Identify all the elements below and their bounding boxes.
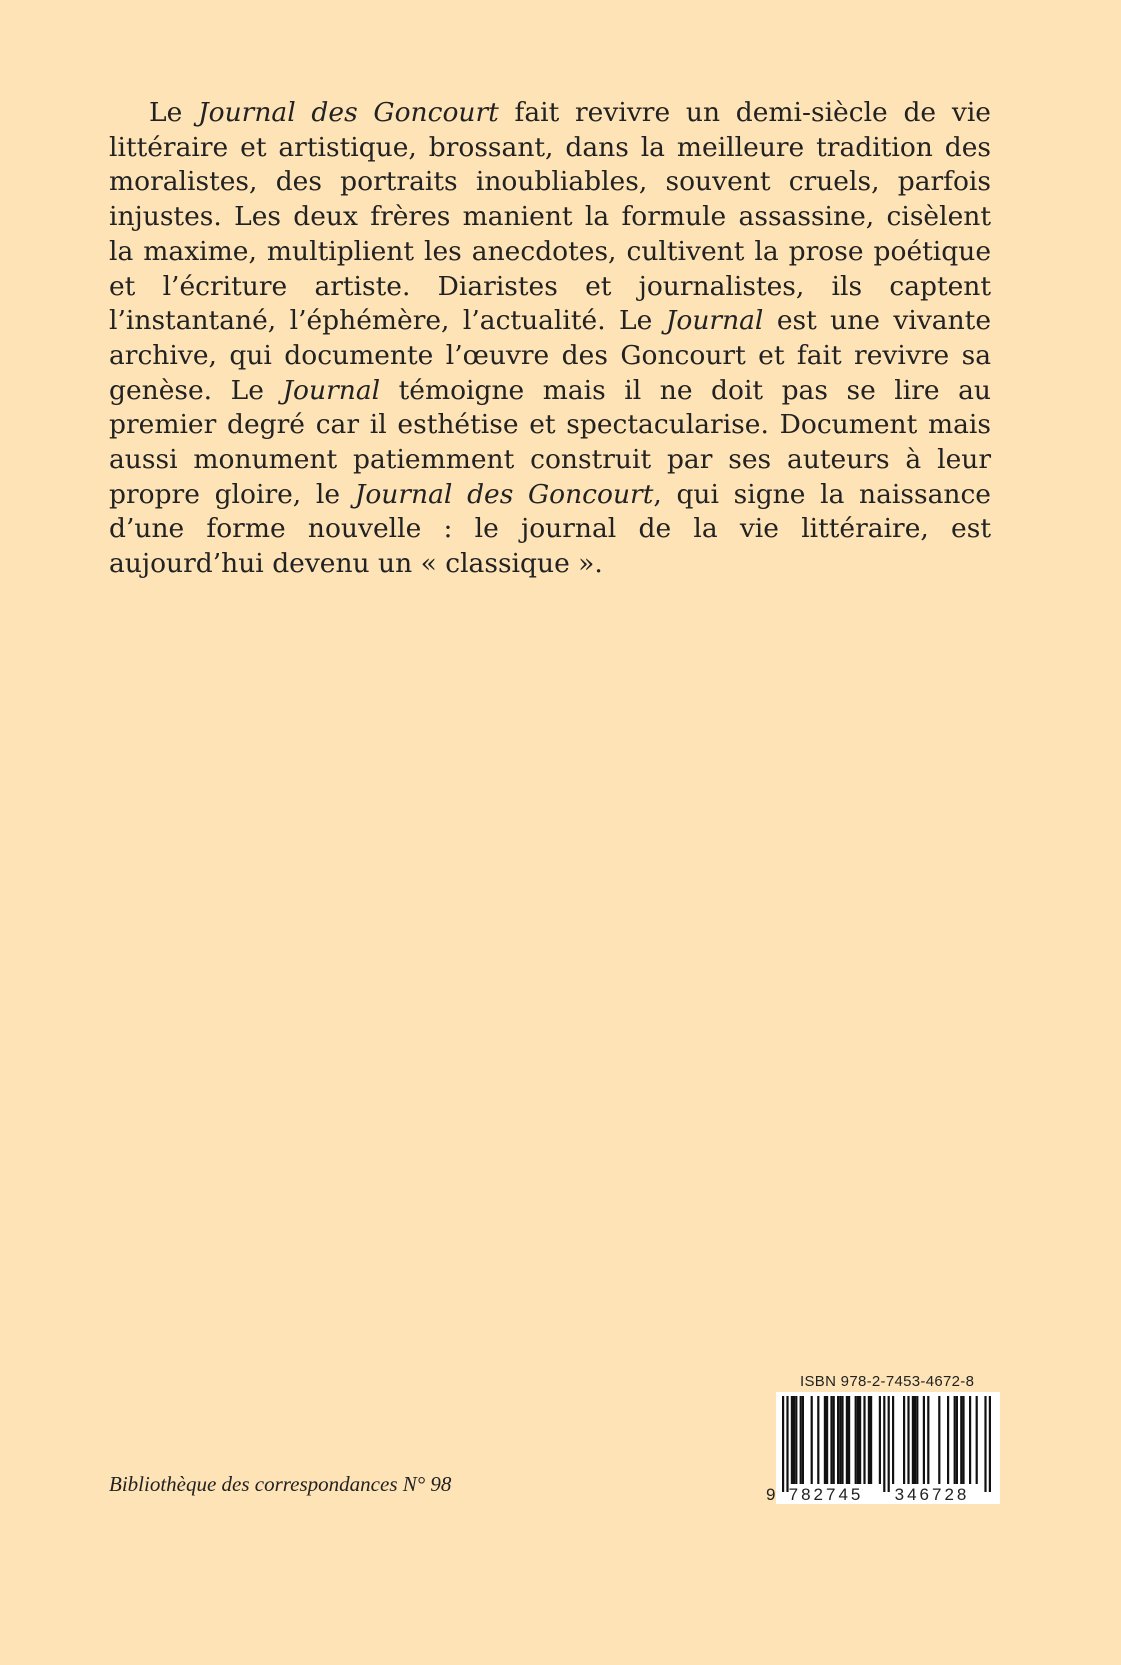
barcode-bar [912,1396,914,1484]
barcode-bar [793,1396,795,1484]
barcode-bar [927,1396,929,1484]
barcode-bar [938,1396,940,1484]
blurb-part-2: est une vivante archive, qui documente l’œuvre des Goncourt et fait revivre sa genèse. Le [109,305,992,406]
barcode-bar [811,1396,813,1484]
barcode-bar [817,1396,819,1484]
blurb-title-4: Journal des Goncourt [354,478,654,510]
barcode-bar [962,1396,964,1484]
barcode-bar [826,1396,828,1484]
barcode-bar [791,1396,793,1484]
barcode-bar [855,1396,857,1484]
isbn-barcode [760,1392,1002,1504]
barcode-bar [846,1396,848,1484]
blurb-part-1: fait revivre un demi-siècle de vie littéraire et artistique, brossant, dans la meilleure tradition des moralistes, des portraits inoubliables, souvent cruels, parfois injustes. Les deux frères manient la formule assassine, cisèlent la maxime, multiplient les anecdotes, cultivent la prose poétique et l’écriture artiste. Diaristes et journalistes, ils captent l’instantané, l’éphémère, l’actualité. Le [109,97,991,337]
back-cover-blurb [109,96,991,582]
barcode-bar [989,1396,991,1492]
barcode-bar [859,1396,861,1484]
barcode-digits-left: 782745 [788,1485,864,1504]
barcode-bar [837,1396,839,1484]
barcode-bar [782,1396,784,1492]
barcode-bar [802,1396,804,1484]
barcode-bar [969,1396,971,1484]
barcode-bar [786,1396,788,1492]
barcode-bar [903,1396,905,1484]
barcode-bar [879,1396,881,1484]
barcode-bar [892,1396,894,1484]
barcode-bar [800,1396,802,1484]
barcode-bar [916,1396,918,1484]
barcode-bar [923,1396,925,1484]
barcode-bar [960,1396,962,1484]
blurb-title-1: Journal des Goncourt [198,97,499,128]
blurb-title-2: Journal [665,305,764,337]
barcode-bar [914,1396,916,1484]
blurb-intro: Le [149,97,199,128]
barcode-bar [888,1396,890,1492]
barcode-bar [848,1396,850,1484]
barcode-bar [883,1396,885,1492]
barcode-bar [857,1396,859,1484]
series-label: Bibliothèque des correspondances N° 98 [109,1472,452,1496]
barcode-bar [830,1396,832,1484]
barcode-bar [956,1396,958,1484]
barcode-digits-right: 346728 [894,1485,970,1504]
barcode-bar [954,1396,956,1484]
barcode-bar [841,1396,843,1484]
blurb-part-3: témoigne mais il ne doit pas se lire au premier degré car il esthétise et spectacularise. Document mais aussi monument patiemment construit par ses auteurs à leur propre gloire, le [109,374,991,510]
barcode-bar [795,1396,797,1484]
barcode-bar [833,1396,835,1484]
blurb-title-3: Journal [282,374,381,406]
barcode-bar [863,1396,865,1484]
barcode-bar [907,1396,909,1484]
barcode-bar [976,1396,978,1484]
barcode-graphic [760,1392,1002,1504]
barcode-bar [870,1396,872,1484]
barcode-bar [947,1396,949,1484]
barcode-bar [868,1396,870,1484]
isbn-label: ISBN 978-2-7453-4672-8 [800,1373,975,1390]
barcode-bar [984,1396,986,1492]
barcode-bar [839,1396,841,1484]
blurb-part-4: , qui signe la naissance d’une forme nouvelle : le journal de la vie littéraire, est aujourd’hui devenu un « classique ». [109,478,991,580]
barcode-digit-first: 9 [766,1485,776,1504]
barcode-bar [824,1396,826,1484]
